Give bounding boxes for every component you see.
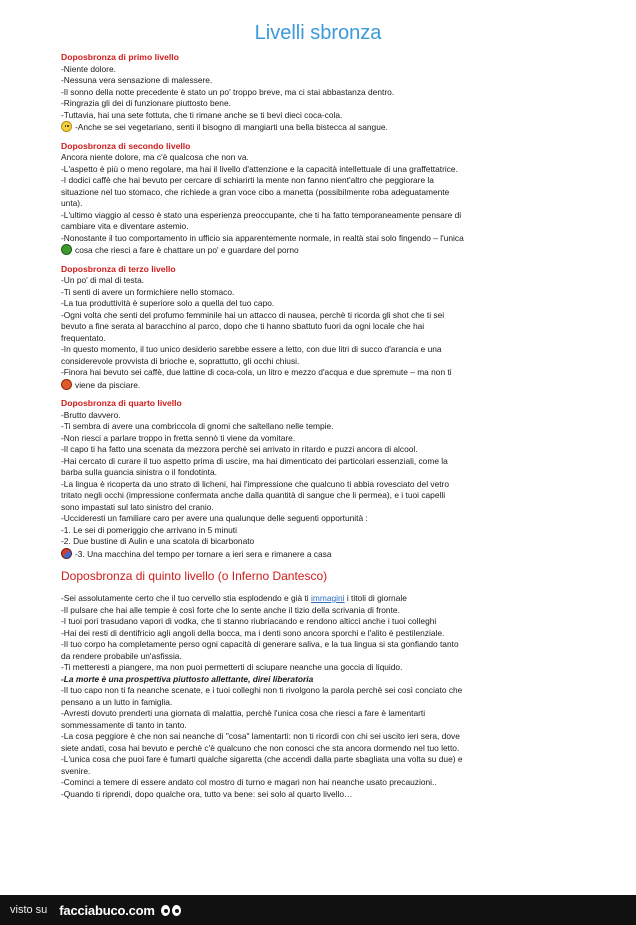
text-line: -Tuttavia, hai una sete fottuta, che ti rimane anche se ti bevi dieci coca-cola. — [61, 109, 343, 120]
text-span: cosa che riesci a fare è chattare un po' e guardare del porno — [75, 245, 299, 255]
text-line: -La lingua è ricoperta da uno strato di licheni, hai l'impressione che qualcuno ti abbia rovesciato del vetro — [61, 478, 450, 489]
section-heading: Doposbronza di terzo livello — [61, 263, 176, 274]
text-line: -Niente dolore. — [61, 63, 116, 74]
yellow-smiley-icon — [61, 121, 72, 132]
red-face-icon — [61, 379, 72, 390]
text-line: bevuto a fine serata al baracchino al parco, dopo che ti hanno sbattuto fuori da ogni locale che hai — [61, 321, 425, 331]
green-sick-face-icon — [61, 244, 72, 255]
dizzy-face-icon — [61, 548, 72, 559]
watermark-footer — [0, 895, 636, 925]
text-line: unta). — [61, 198, 83, 208]
text-line: da rendere probabile un'asfissia. — [61, 650, 182, 661]
text-line: -Hai cercato di curare il tuo aspetto prima di uscire, ma hai dimenticato dei particolari essenziali, come la — [61, 455, 448, 466]
text-line: -Ogni volta che senti del profumo femminile hai un attacco di nausea, perchè ti ricorda gli shot che ti sei — [61, 309, 445, 320]
text-line: -La tua produttività è superiore solo a quella del tuo capo. — [61, 298, 275, 308]
text-line: -La cosa peggiore è che non sai neanche di "cosa" lamentarti: non ti ricordi con chi sei uscito ieri sera, dove — [61, 731, 460, 741]
text-line: -Un po' di mal di testa. — [61, 275, 145, 285]
section-primo-livello — [61, 52, 561, 134]
text-line: considerevole provvista di brioche e, soprattutto, gli occhi chiusi. — [61, 355, 300, 366]
text-line-with-link — [61, 593, 561, 605]
text-line: -In questo momento, il tuo unico desiderio sarebbe essere a letto, con due litri di succo d'arancia e una — [61, 344, 442, 354]
text-line: sommessamente di tanto in tanto. — [61, 719, 187, 730]
text-line: barba sulla guancia sinistra o il fondotinta. — [61, 467, 217, 477]
text-line: tritato negli occhi (impressione confermata anche dalla quantità di sangue che li permea), e i tuoi capelli — [61, 490, 446, 500]
text-line: -Uccideresti un familiare caro per avere una qualunque delle seguenti opportunità : — [61, 513, 368, 523]
text-span: i titoli di giornale — [344, 593, 407, 603]
text-line: -L'ultimo viaggio al cesso è stato una esperienza preoccupante, che ti ha fatto temporaneamente pensare di — [61, 209, 462, 220]
text-line: -I tuoi pori trasudano vapori di vodka, che ti stanno riubriacando e rendono alticci anche i tuoi colleghi — [61, 616, 437, 626]
text-line: Ancora niente dolore, ma c'è qualcosa che non va. — [61, 152, 249, 162]
text-span: -Sei assolutamente certo che il tuo cervello stia esplodendo e già ti — [61, 593, 309, 603]
text-line: -L'aspetto è più o meno regolare, ma hai il livello d'attenzione e la capacità intellettuale di una graffettatrice. — [61, 163, 458, 174]
text-line: situazione nel tuo stomaco, che richiede a gran voce cibo a manetta (possibilmente roba adeguatamente — [61, 186, 450, 197]
text-line: -Quando ti riprendi, dopo qualche ora, tutto va bene: sei solo al quarto livello… — [61, 788, 353, 799]
text-line: -Il tuo capo non ti fa neanche scenate, e i tuoi colleghi non ti rivolgono la parola perchè sei così conciato che — [61, 685, 463, 695]
text-line: -2. Due bustine di Aulin e una scatola di bicarbonato — [61, 536, 255, 546]
text-line-with-icon — [61, 121, 561, 134]
section-quarto-livello — [61, 398, 561, 560]
text-line: -Il pulsare che hai alle tempie è così forte che lo sente anche il tizio della scrivania di fronte. — [61, 604, 400, 615]
eye-left-icon — [161, 905, 170, 916]
text-line: -Il capo ti ha fatto una scenata da mezzora perchè sei arrivato in ritardo e puzzi ancora di alcool. — [61, 444, 418, 454]
text-line: -I dodici caffè che hai bevuto per cercare di schiarirti la mente non fanno nient'altro che peggiorare la — [61, 175, 434, 185]
text-line-with-icon — [61, 379, 561, 392]
text-line: -Ringrazia gli dei di funzionare piuttosto bene. — [61, 98, 231, 108]
section-heading: Doposbronza di quinto livello (o Inferno Dantesco) — [61, 569, 328, 583]
section-secondo-livello — [61, 141, 561, 257]
text-line: -Nessuna vera sensazione di malessere. — [61, 75, 213, 85]
eyes-logo-icon — [161, 905, 181, 916]
text-line: -Hai dei resti di dentifricio agli angoli della bocca, ma i denti sono ancora sporchi e l'alito è pestilenziale. — [61, 627, 445, 638]
text-line: -Ti sembra di avere una combriccola di gnomi che saltellano nelle tempie. — [61, 421, 334, 431]
text-line: -Avresti dovuto prenderti una giornata di malattia, perchè l'unica cosa che riesci a fare è lamentarti — [61, 708, 426, 718]
section-terzo-livello — [61, 264, 561, 392]
text-line: sono impastati sul lato sinistro del cranio. — [61, 501, 214, 512]
text-line: -Il tuo corpo ha completamente perso ogni capacità di generare saliva, e la tua lingua si sta gonfiando tanto — [61, 639, 459, 649]
text-line-with-icon — [61, 244, 561, 257]
text-line: -Non riesci a parlare troppo in fretta sennò ti viene da vomitare. — [61, 432, 296, 443]
text-span: -Anche se sei vegetariano, senti il bisogno di mangiarti una bella bistecca al sangue. — [75, 122, 388, 132]
text-line: -Ti senti di avere un formichiere nello stomaco. — [61, 286, 235, 297]
text-line: -L'unica cosa che puoi fare è fumarti qualche sigaretta (che accendi dalla parte sbagliata una volta su due) e — [61, 754, 463, 764]
text-line: siete andati, cosa hai bevuto e perchè c'è qualcuno che non conosci che sta ancora dormendo nel tuo letto. — [61, 742, 460, 753]
text-line: svenire. — [61, 765, 91, 776]
text-line: -1. Le sei di pomeriggio che arrivano in 5 minuti — [61, 524, 237, 535]
text-line: -Brutto davvero. — [61, 409, 121, 420]
section-heading: Doposbronza di primo livello — [61, 52, 179, 62]
text-line: -Finora hai bevuto sei caffè, due lattine di coca-cola, un litro e mezzo d'acqua e due spremute – ma non ti — [61, 367, 452, 377]
text-span: viene da pisciare. — [75, 379, 141, 390]
eye-right-icon — [172, 905, 181, 916]
text-line: -Nonostante il tuo comportamento in ufficio sia apparentemente normale, in realtà stai solo fingendo – l'unica — [61, 232, 464, 243]
section-quinto-livello — [61, 569, 561, 800]
text-line: pensano a un lutto in famiglia. — [61, 696, 173, 707]
text-line: frequentato. — [61, 332, 106, 343]
text-span: -3. Una macchina del tempo per tornare a ieri sera e rimanere a casa — [75, 548, 332, 559]
text-line: -Ti metteresti a piangere, ma non puoi permetterti di sciupare neanche una goccia di liquido. — [61, 662, 403, 672]
text-line: -Il sonno della notte precedente è stato un po' troppo breve, ma ci stai abbastanza dentro. — [61, 86, 395, 97]
section-heading: Doposbronza di quarto livello — [61, 398, 182, 408]
document-body — [61, 52, 561, 800]
emphasis-line: -La morte è una prospettiva piuttosto allettante, direi liberatoria — [61, 673, 314, 684]
text-line: -Cominci a temere di essere andato col mostro di turno e magari non hai neanche usato precauzioni.. — [61, 777, 437, 787]
immagini-link[interactable]: immagini — [311, 593, 345, 603]
page-title: Livelli sbronza — [254, 22, 382, 44]
visto-su-label: visto su — [10, 904, 48, 916]
text-line-with-icon — [61, 548, 561, 561]
brand-link[interactable]: facciabuco.com — [59, 902, 155, 918]
text-line: cambiare vita e diventare astemio. — [61, 221, 189, 231]
section-heading: Doposbronza di secondo livello — [61, 140, 191, 151]
